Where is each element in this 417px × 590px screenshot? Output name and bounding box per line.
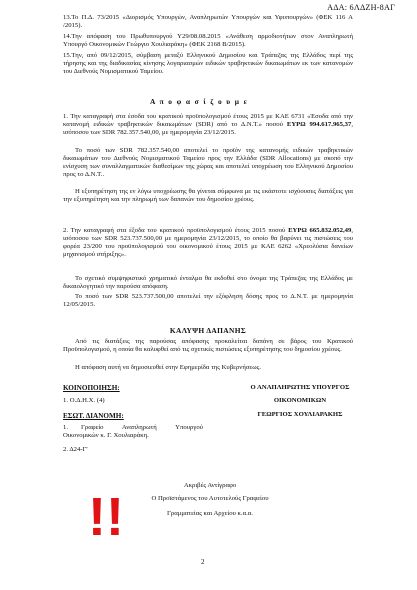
item1-text-rest: , ισόποσου των SDR 782.357.540,00, με ημερομηνία 23/12/2015. bbox=[63, 121, 354, 137]
internal-item-text: Γραφείο Αναπληρωτή Υπουργού Οικονομικών κ. Γ. Χουλιαράκη. bbox=[63, 424, 203, 440]
decision-item-2 bbox=[63, 227, 353, 259]
page-number: 2 bbox=[201, 558, 205, 566]
notify-heading: ΚΟΙΝΟΠΟΙΗΣΗ: bbox=[63, 384, 120, 392]
preamble-text: Την απόφαση του Πρωθυπουργού Υ29/08.08.2015 «Ανάθεση αρμοδιοτήτων στον Αναπληρωτή Υπουργό Οικονομικών Γεώργιο Χουλιαράκη» (ΦΕΚ 2168 Β/2015). bbox=[63, 33, 353, 49]
preamble-number: 13. bbox=[63, 14, 72, 21]
preamble-item-14 bbox=[63, 33, 353, 49]
internal-heading: ΕΣΩΤ. ΔΙΑΝΟΜΗ: bbox=[63, 412, 124, 420]
preamble-number: 14. bbox=[63, 33, 72, 40]
red-exclamation-marks: !! bbox=[88, 487, 124, 547]
item1-paragraph-3: Η εξυπηρέτηση της εν λόγω υποχρέωσης θα γίνεται σύμφωνα με τις εκάστοτε ισχύουσες διατάξεις για την εξυπηρέτηση και την πληρωμή των δαπανών του δημοσίου χρέους. bbox=[63, 188, 353, 204]
signature-name: ΓΕΩΡΓΙΟΣ ΧΟΥΛΙΑΡΑΚΗΣ bbox=[257, 411, 343, 418]
signature-title: Ο ΑΝΑΠΛΗΡΩΤΗΣ ΥΠΟΥΡΓΟΣ bbox=[250, 384, 350, 391]
item1-paragraph-2: Το ποσό των SDR 782.357.540,00 αποτελεί το προϊόν της κατανομής ειδικών τραβηκτικών δικαιωμάτων του Διεθνούς Νομισματικού Ταμείου προς την Ελλάδα (SDR Allocations) με σκοπό την ενίσχυση των συναλλαγματικών διαθεσίμων της χώρας και αποτελεί υποχρέωση του Ελληνικού Δημοσίου προς το Δ.Ν.Τ.. bbox=[63, 147, 353, 179]
preamble-text: Την, από 09/12/2015, σύμβαση μεταξύ Ελληνικού Δημοσίου και Τράπεζας της Ελλάδος περί της τήρησης και της διαδικασίας κίνησης λογαριασμών ειδικών τραβηκτικών δικαιωμάτων εκ των κατανομών του Διεθνούς Νομισματικού Ταμείου. bbox=[63, 52, 353, 76]
expense-paragraph: Από τις διατάξεις της παρούσας απόφασης προκαλείται δαπάνη σε βάρος του Κρατικού Προϋπολογισμού, η οποία θα καλυφθεί από τις σχετικές πιστώσεις εξυπηρέτησης του δημοσίου χρέους. bbox=[63, 338, 353, 354]
preamble-item-13 bbox=[63, 14, 353, 30]
decide-heading: Α π ο φ α σ ί ζ ο υ μ ε bbox=[150, 97, 249, 106]
notify-item: 1. Ο.Δ.Η.Χ. (4) bbox=[63, 397, 105, 404]
preamble-item-15 bbox=[63, 52, 353, 76]
certified-copy-office: Ο Προϊστάμενος του Αυτοτελούς Γραφείου bbox=[151, 495, 269, 502]
item2-text-rest: , ισόποσου των SDR 523.737.500,00 με ημερομηνία 23/12/2015, το οποίο θα βαρύνει τις πιστώσεις του φορέα 23/200 του προϋπολογισμού του οικονομικού έτους 2015 με ΚΑΕ 6262 «Χρεολύσια δανείων μηχανισμού στήριξης». bbox=[63, 227, 354, 259]
item2-text: 2. Την καταγραφή στα έξοδα του κρατικού προϋπολογισμού έτους 2015 ποσού bbox=[63, 227, 286, 234]
expense-heading: ΚΑΛΥΨΗ ΔΑΠΑΝΗΣ bbox=[169, 326, 247, 335]
publication-note: Η απόφαση αυτή να δημοσιευθεί στην Εφημερίδα της Κυβερνήσεως. bbox=[75, 364, 261, 371]
item1-amount: ΕΥΡΩ 994.617.965,37 bbox=[286, 121, 352, 129]
decision-item-1 bbox=[63, 113, 353, 137]
preamble-text: Το Π.Δ. 73/2015 «Διορισμός Υπουργών, Αναπληρωτών Υπουργών και Υφυπουργών» (ΦΕΚ 116 Α /2015). bbox=[63, 14, 353, 30]
item2-paragraph-3: Το ποσό των SDR 523.737.500,00 αποτελεί την εξόφληση δόσης προς το Δ.Ν.Τ. με ημερομηνία 12/05/2015. bbox=[63, 293, 353, 309]
internal-item-1 bbox=[63, 424, 203, 440]
preamble-number: 15. bbox=[63, 52, 72, 59]
certified-copy-department: Γραμματείας και Αρχείου κ.α.α. bbox=[167, 510, 253, 517]
item2-paragraph-2: Το σχετικό συμψηφιστικό χρηματικό ένταλμα θα εκδοθεί στο όνομα της Τράπεζας της Ελλάδος με δικαιολογητικό την παρούσα απόφαση. bbox=[63, 275, 353, 291]
item2-amount: ΕΥΡΩ 665.832.052,49 bbox=[288, 227, 352, 234]
certified-copy-label: Ακριβές Αντίγραφο bbox=[183, 482, 237, 489]
signature-ministry: ΟΙΚΟΝΟΜΙΚΩΝ bbox=[273, 397, 327, 404]
internal-item-number: 1. bbox=[63, 424, 69, 431]
ada-code: ΑΔΑ: 6ΛΔΖΗ-8ΑΓ bbox=[327, 3, 395, 12]
internal-item-2: 2. Δ24-Γ' bbox=[63, 446, 88, 453]
item1-text: 1. Την καταγραφή στα έσοδα του κρατικού προϋπολογισμού έτους 2015 με ΚΑΕ 6731 «Έσοδα από την κατανομή ειδικών τραβηκτικών δικαιωμάτων (SDR) από το Δ.Ν.Τ.» ποσού bbox=[63, 113, 353, 129]
